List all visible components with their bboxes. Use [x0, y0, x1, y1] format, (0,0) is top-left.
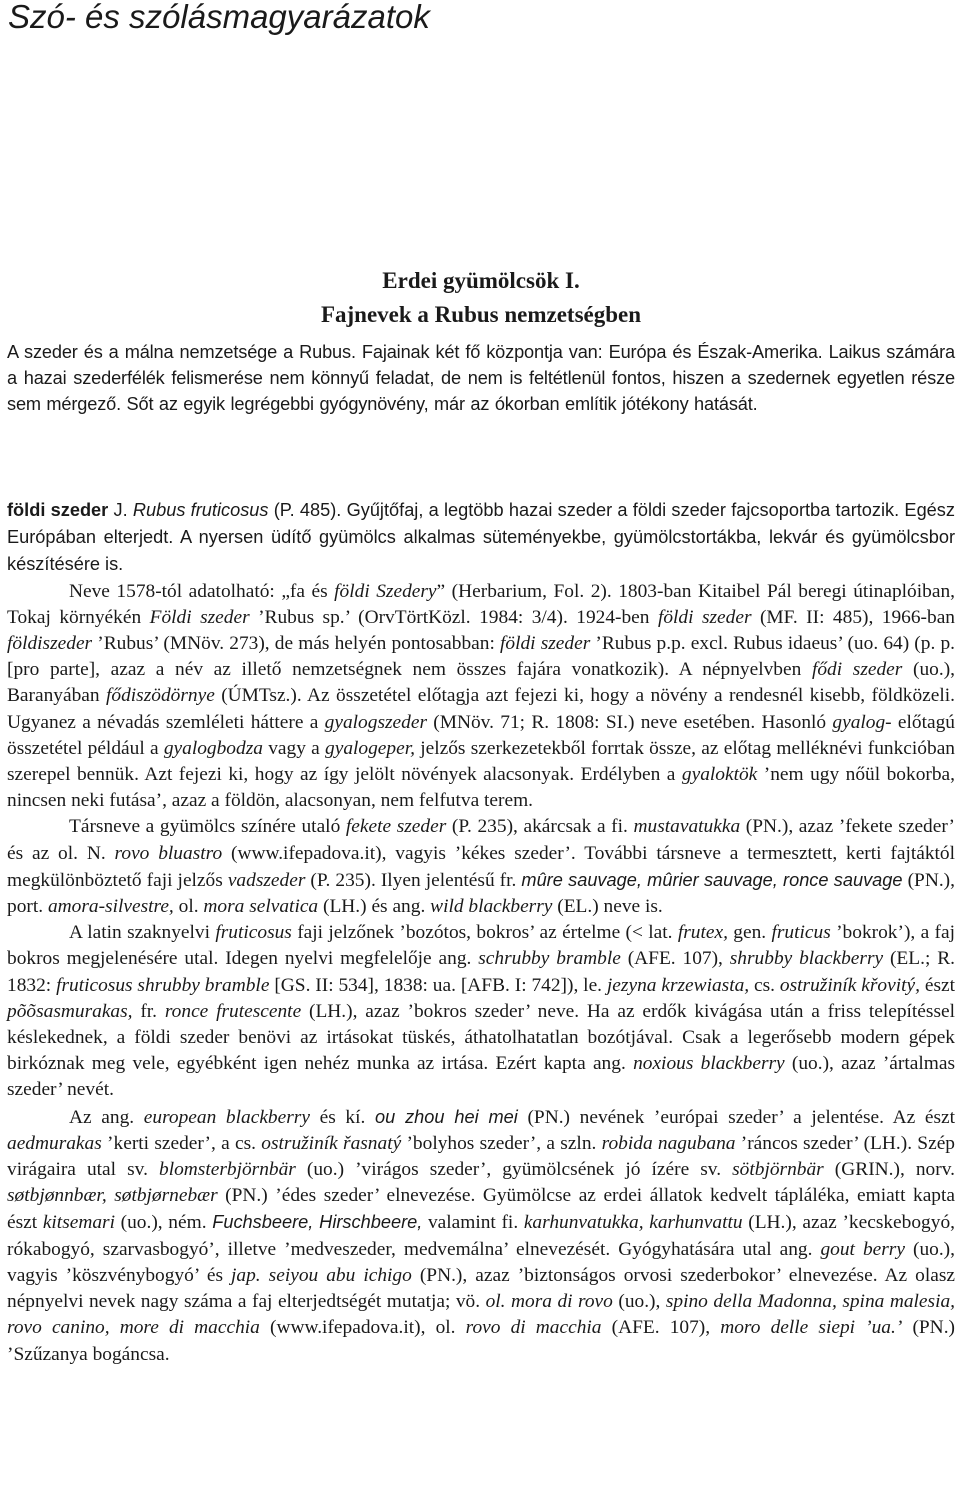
italic-term: mustavatukka	[633, 816, 741, 838]
italic-term: gyalogszeder	[324, 711, 427, 733]
italic-term: fekete szeder	[345, 816, 447, 838]
text-run: (GRIN.), norv.	[823, 1159, 955, 1181]
italic-term: gyalogeper,	[325, 737, 415, 759]
italic-term: søtbjønnbær, søtbjørnebær	[7, 1185, 218, 1207]
italic-term: fődi szeder	[811, 659, 903, 681]
italic-term: schrubby bramble	[478, 948, 621, 970]
text-run: (LH.), azaz ’bokros szeder’ neve. Ha az erdők kivágása után a friss telepítéssel késlekednek, a földi szeder benövi az irtásokat tüskés, áthatolhatatlan bozótjával. Csak a legerősebb modern gépek birkóznak meg vele, egyébként igen nehéz munka az irtása. Ezért kapta ang.	[7, 1000, 956, 1075]
italic-term: fődiszödörnye	[106, 685, 215, 707]
text-run: J.	[108, 500, 133, 520]
italic-term: karhunvatukka, karhunvattu	[523, 1212, 743, 1234]
italic-term: blomsterbjörnbär	[159, 1159, 296, 1181]
italic-term: wild blackberry	[430, 896, 553, 918]
italic-term: mûre sauvage, mûrier sauvage, ronce sauvage	[521, 869, 903, 890]
text-run: (uo.), ném.	[114, 1212, 213, 1234]
italic-term: robida nagubana	[601, 1132, 736, 1154]
text-run: (PN.) ’édes szeder’ elnevezése. Gyümölcse az erdei állatok kedvelt tápláléka, emiatt kapta észt	[7, 1185, 955, 1234]
text-run: észt	[919, 974, 955, 996]
text-run: vagy a	[262, 737, 326, 759]
article-title-line-2: Fajnevek a Rubus nemzetségben	[320, 302, 642, 327]
article-title-line-1: Erdei gyümölcsök I.	[382, 268, 580, 293]
text-run: valamint fi.	[422, 1212, 524, 1234]
text-run: (P. 235), akárcsak a fi.	[446, 816, 634, 838]
italic-term: rovo di macchia	[465, 1317, 602, 1339]
text-run: (uo.), azaz ’ártalmas szeder’ nevét.	[7, 1053, 955, 1101]
text-run: ” (Herbarium, Fol. 2). 1803-ban Kitaibel Pál beregi útinaplóiban, Tokaj környékén	[7, 580, 955, 628]
italic-term: vadszeder	[227, 869, 306, 891]
italic-term: frutex,	[677, 922, 728, 944]
italic-term: ostružiník řasnatý	[261, 1132, 402, 1154]
italic-term: ou zhou hei mei	[374, 1106, 518, 1127]
text-run: (AFE. 107),	[620, 948, 730, 970]
text-run: (P. 485). Gyűjtőfaj, a legtöbb hazai szeder a földi szeder fajcsoportba tartozik. Egész Európában elterjedt. A nyersen üdítő gyümölcs alkalmas süteményekbe, gyümölcstortákba, lekvár és gyümölcsbor készítésére is.	[7, 500, 955, 575]
text-run: (AFE. 107),	[601, 1317, 721, 1339]
text-run: (PN.), port.	[7, 869, 955, 918]
text-run: (LH.), azaz ’kecskebogyó, rókabogyó, szarvasbogyó’, illetve ’medveszeder, medvemálna’ elnevezését. Gyógyhatására utal ang.	[7, 1212, 955, 1260]
italic-term: jap. seiyou abu ichigo	[231, 1264, 412, 1286]
italic-term: jezyna krzewiasta,	[606, 974, 750, 996]
entry-paragraph-1	[7, 497, 955, 579]
text-run: ’bolyhos szeder’, a szln.	[401, 1132, 602, 1154]
italic-term: fruticosus	[215, 922, 292, 944]
text-run: ’ráncos szeder’ (LH.). Szép virágaira utal sv.	[7, 1132, 955, 1181]
text-run: ’bokrok’), a faj bokros megjelenésére utal. Idegen nyelvi megfelelője ang.	[7, 922, 955, 970]
italic-term: european blackberry	[143, 1106, 310, 1128]
text-run: Az ang.	[69, 1106, 144, 1128]
text-run: cs.	[749, 974, 780, 996]
italic-term: földi Szedery	[334, 580, 437, 602]
italic-term: sötbjörnbär	[732, 1159, 824, 1181]
italic-term: põõsasmurakas,	[7, 1000, 133, 1022]
italic-term: Földi szeder	[149, 606, 250, 628]
italic-term: shrubby blackberry	[729, 948, 884, 970]
entry-body	[7, 497, 955, 1368]
italic-term: Fuchsbeere, Hirschbeere,	[212, 1212, 423, 1233]
text-run: A latin szaknyelvi	[69, 922, 216, 944]
text-run: (PN.), azaz ’biztonságos orvosi szederbokor’ elnevezése. Az olasz népnyelvi nevek nagy száma a faj elterjedtségét mutatja; vö.	[7, 1264, 955, 1313]
entry-paragraph-4	[7, 920, 955, 1103]
entry-paragraph-5	[7, 1104, 955, 1368]
text-run: (EL.; R. 1832:	[7, 948, 956, 996]
italic-term: mora selvatica	[203, 896, 319, 918]
text-run: (MNöv. 71; R. 1808: SI.) neve esetében. Hasonló	[427, 711, 833, 733]
text-run: (uo.), Baranyában	[7, 659, 956, 707]
text-run: Társneve a gyümölcs színére utaló	[69, 816, 346, 838]
text-run: (uo.), vagyis ’köszvénybogyó’ és	[7, 1238, 955, 1286]
text-run: jelzős szerkezetekből forrtak össze, az előtag melléknévi funkcióban szerepel bennük. Azt fejezi ki, hogy az így jelölt növények alacsonyak. Erdélyben a	[7, 737, 955, 786]
text-run: ’Rubus p.p. excl. Rubus idaeus’ (uo. 64) (p. p. [pro parte], azaz a név az illető nemzetségnek nem összes fajára vonatkozik). A népnyelvben	[7, 633, 955, 681]
entry-paragraph-2	[7, 579, 955, 815]
text-run: (PN.) ’Szűzanya bogáncsa.	[7, 1317, 955, 1365]
text-run: [GS. II: 534], 1838: ua. [AFB. I: 742]), le.	[269, 974, 607, 996]
text-run: ’kerti szeder’, a cs.	[101, 1132, 262, 1154]
intro-text: A szeder és a málna nemzetsége a Rubus. Fajainak két fő központja van: Európa és Észak-Amerika. Laikus számára a hazai szederfélék felismerése nem könnyű feladat, de nem is feltétlenül fontos, hiszen a szedernek egyetlen része sem mérgező. Sőt az egyik legrégebbi gyógynövény, már az ókorban említik jótékony hatását.	[7, 342, 955, 415]
italic-term: gout berry	[820, 1238, 905, 1260]
text-run: (uo.),	[612, 1291, 666, 1313]
text-run: (EL.) neve is.	[552, 896, 663, 918]
text-run: (P. 235). Ilyen jelentésű fr.	[305, 869, 522, 891]
text-run: ol.	[173, 896, 204, 918]
italic-term: rovo bluastro	[114, 842, 223, 864]
italic-term: ostružiník křovitý,	[779, 974, 920, 996]
italic-term: spino della Madonna, spina malesia, rovo canino, more di macchia	[7, 1291, 955, 1339]
italic-term: fruticosus shrubby bramble	[56, 974, 270, 996]
italic-term: fruticus	[771, 922, 831, 944]
italic-term: kitsemari	[42, 1212, 115, 1234]
text-run: (www.ifepadova.it), vagyis ’kékes szeder’. További társneve a termesztett, kerti fajtáktól megkülönböztető faji jelzős	[7, 842, 956, 891]
text-run: ’Rubus sp.’ (OrvTörtKözl. 1984: 3/4). 1924-ben	[249, 606, 658, 628]
entry-paragraph-3	[7, 814, 955, 920]
intro-paragraph	[7, 339, 955, 418]
italic-term: ronce frutescente	[164, 1000, 302, 1022]
text-run: (MF. II: 485), 1966-ban	[751, 606, 956, 628]
text-run: (uo.) ’virágos szeder’, gyümölcsének jó ízére sv.	[295, 1159, 733, 1181]
text-run: előtagú összetétel például a	[7, 711, 956, 759]
italic-term: földiszeder	[7, 633, 93, 655]
section-header-title: Szó- és szólásmagyarázatok	[8, 0, 430, 35]
text-run: ’Rubus’ (MNöv. 273), de más helyén pontosabban:	[92, 633, 500, 655]
headword: földi szeder	[7, 500, 109, 520]
italic-term: amora-silvestre,	[47, 896, 174, 918]
text-run: gen.	[727, 922, 772, 944]
text-run: (PN.), azaz ’fekete szeder’ és az ol. N.	[7, 816, 955, 864]
italic-term: Rubus fruticosus	[132, 500, 269, 520]
text-run: (ÚMTsz.). Az összetétel előtagja azt fejezi ki, hogy a növény a rendesnél kisebb, földközeli. Ugyanez a névadás szemléleti háttere a	[7, 685, 955, 733]
text-run: (LH.) és ang.	[318, 896, 431, 918]
italic-term: moro delle siepi ’ua.’	[720, 1317, 903, 1339]
italic-term: földi szeder	[500, 633, 591, 655]
text-run: (PN.) nevének ’európai szeder’ a jelentése. Az észt	[517, 1106, 956, 1128]
text-run: faji jelzőnek ’bozótos, bokros’ az értelme (< lat.	[291, 922, 678, 944]
italic-term: gyaloktök	[681, 764, 758, 786]
text-run: fr.	[132, 1000, 165, 1022]
text-run: (www.ifepadova.it), ol.	[259, 1317, 466, 1339]
italic-term: noxious blackberry	[633, 1053, 785, 1075]
text-run: és kí.	[309, 1106, 375, 1128]
italic-term: gyalogbodza	[163, 737, 263, 759]
italic-term: földi szeder	[657, 606, 752, 628]
italic-term: gyalog-	[832, 711, 892, 733]
italic-term: aedmurakas	[7, 1132, 102, 1154]
italic-term: ol. mora di rovo	[485, 1291, 613, 1313]
text-run: ’nem ugy nőül bokorba, nincsen neki futása’, azaz a földön, alacsonyan, nem felfutva terem.	[7, 764, 955, 812]
article-title	[7, 264, 955, 332]
text-run: Neve 1578-tól adatolható: „fa és	[69, 580, 335, 602]
